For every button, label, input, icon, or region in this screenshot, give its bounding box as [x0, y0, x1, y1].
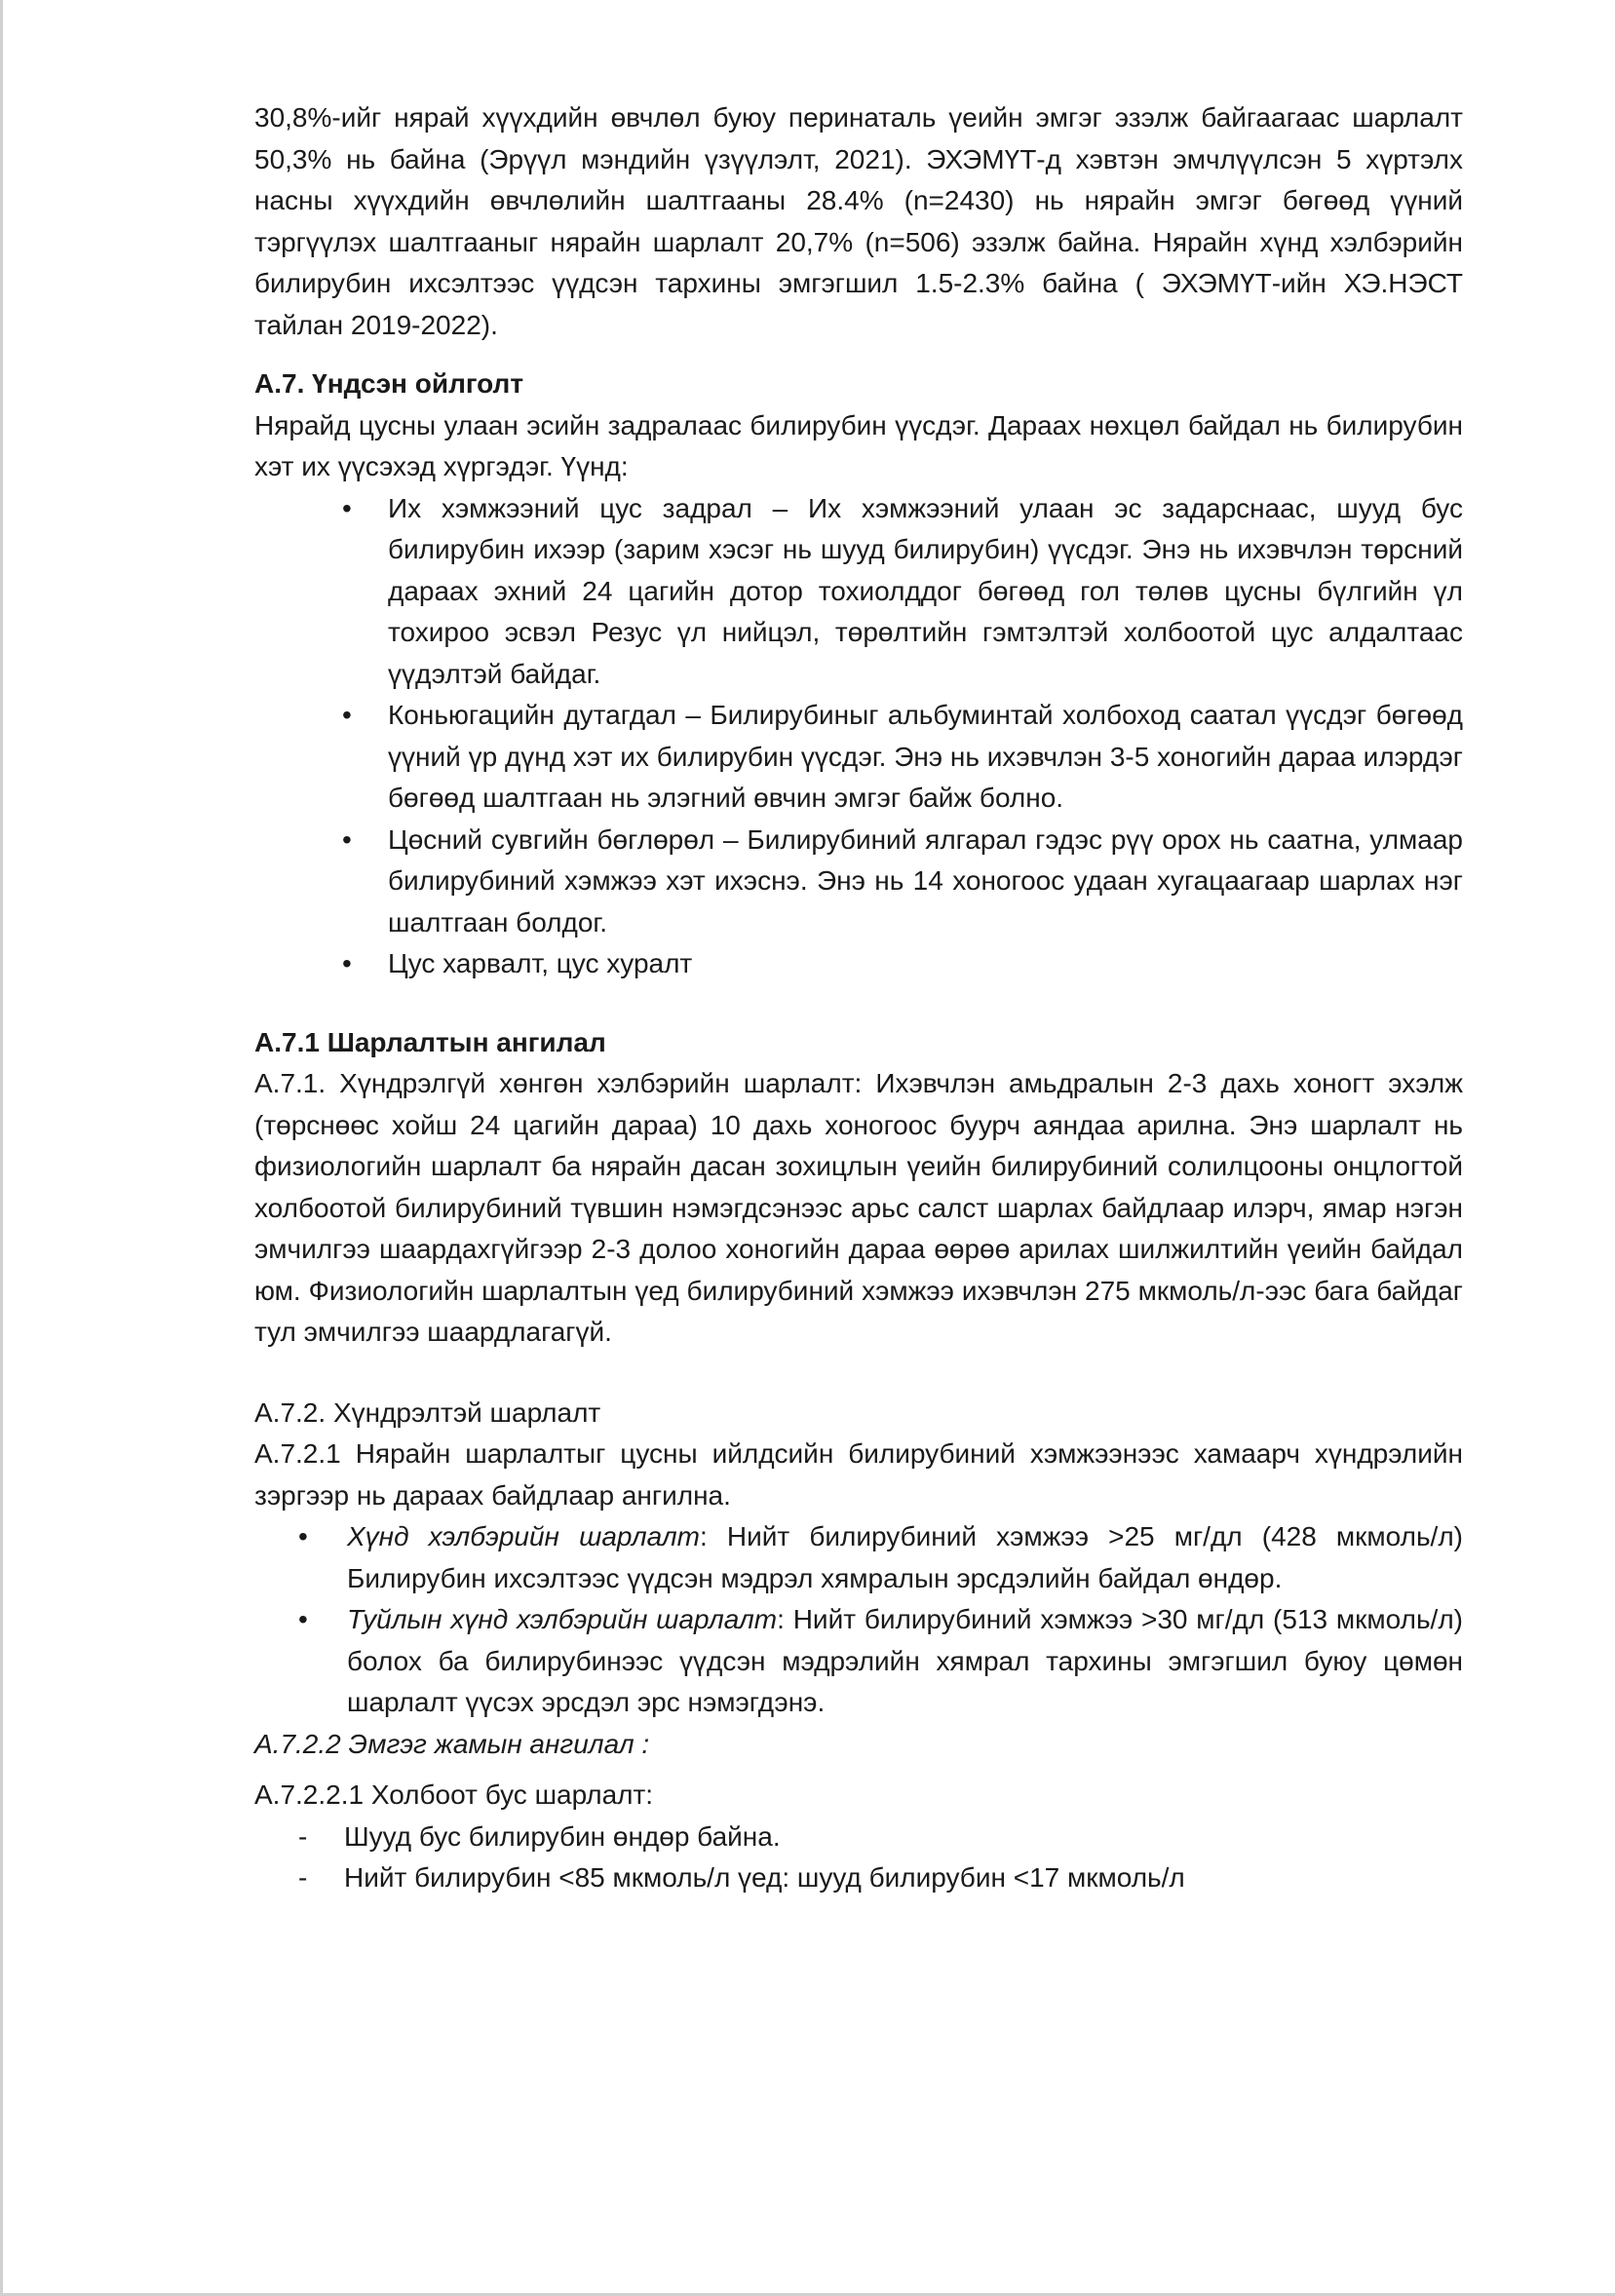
- section-a71-text: А.7.1. Хүндрэлгүй хөнгөн хэлбэрийн шарлалт: Ихэвчлэн амьдралын 2-3 дахь хоногт эхэлж (төрснөөс хойш 24 цагийн дараа) 10 дахь хоногоос буурч аяндаа арилна. Энэ шарлалт нь физиологийн шарлалт ба нярайн дасан зохицлын үеийн билирубиний солилцооны онцлогтой холбоотой билирубиний түвшин нэмэгдсэнээс арьс салст шарлах байдлаар илэрч, ямар нэгэн эмчилгээ шаардахгүйгээр 2-3 долоо хоногийн дараа өөрөө арилах шилжилтийн үеийн байдал юм. Физиологийн шарлалтын үед билирубиний хэмжээ ихэвчлэн 275 мкмоль/л-ээс бага байдаг тул эмчилгээ шаардлагагүй.: [254, 1068, 1463, 1347]
- list-item-text: Цөсний сувгийн бөглөрөл – Билирубиний ялгарал гэдэс рүү орох нь саатна, улмаар билирубиний хэмжээ хэт ихэснэ. Энэ нь 14 хоногоос удаан хугацаагаар шарлах нэг шалтгаан болдог.: [388, 823, 1463, 938]
- section-a72-text: А.7.2.1 Нярайн шарлалтыг цусны ийлдсийн билирубиний хэмжээнээс хамаарч хүндрэлийн зэргээр нь дараах байдлаар ангилна.: [254, 1438, 1463, 1511]
- list-item-text: Цус харвалт, цус хуралт: [388, 948, 693, 978]
- list-item: [254, 820, 1463, 944]
- list-item-term: Хүнд хэлбэрийн шарлалт: [347, 1521, 701, 1551]
- list-item: [254, 943, 1463, 985]
- list-item: [254, 1857, 1463, 1899]
- bullet-icon: •: [298, 1604, 308, 1634]
- section-a7221-dash-list: [254, 1817, 1463, 1899]
- list-item: [254, 1817, 1463, 1858]
- section-a7-text: Нярайд цусны улаан эсийн задралаас билирубин үүсдэг. Дараах нөхцөл байдал нь билирубин хэт их үүсэхэд хүргэдэг. Үүнд:: [254, 409, 1463, 481]
- list-item-text: Коньюгацийн дутагдал – Билирубиныг альбуминтай холбоход саатал үүсдэг бөгөөд үүний үр дүнд хэт их билирубин үүсдэг. Энэ нь ихэвчлэн 3-5 хоногийн дараа илэрдэг бөгөөд шалтгаан нь элэгний өвчин эмгэг байж болно.: [388, 700, 1463, 813]
- list-item-text: : Нийт билирубиний хэмжээ >30 мг/дл (513 мкмоль/л) болох ба билирубинээс үүдсэн мэдрэлийн хямрал тархины эмгэгшил буюу цөмөн шарлалт үүсэх эрсдэл эрс нэмэгдэнэ.: [347, 1604, 1463, 1717]
- intro-paragraph: 30,8%-ийг нярай хүүхдийн өвчлөл буюу перинаталь үеийн эмгэг эзэлж байгаагаас шарлалт 50,3% нь байна (Эрүүл мэндийн үзүүлэлт, 2021). ЭХЭМҮТ-д хэвтэн эмчлүүлсэн 5 хүртэлх насны хүүхдийн өвчлөлийн шалтгааны 28.4% (n=2430) нь нярайн эмгэг бөгөөд үүний тэргүүлэх шалтгааныг нярайн шарлалт 20,7% (n=506) эзэлж байна. Нярайн хүнд хэлбэрийн билирубин ихсэлтээс үүдсэн тархины эмгэгшил 1.5-2.3% байна ( ЭХЭМҮТ-ийн ХЭ.НЭСТ тайлан 2019-2022).: [254, 102, 1463, 340]
- document-body: [254, 97, 1463, 1899]
- list-item-text: : Нийт билирубиний хэмжээ >25 мг/дл (428 мкмоль/л) Билирубин ихсэлтээс үүдсэн мэдрэл хямралын эрсдэлийн байдал өндөр.: [347, 1521, 1463, 1593]
- bullet-icon: •: [342, 700, 352, 730]
- dash-icon: -: [298, 1862, 308, 1893]
- list-item-text: Шууд бус билирубин өндөр байна.: [344, 1820, 781, 1852]
- section-a71-heading: А.7.1 Шарлалтын ангилал: [254, 1026, 606, 1057]
- list-item: [254, 488, 1463, 696]
- bullet-icon: •: [342, 492, 352, 523]
- section-a7-heading: А.7. Үндсэн ойлголт: [254, 368, 524, 399]
- list-item: [254, 1516, 1463, 1599]
- section-a7221-heading: А.7.2.2.1 Холбоот бус шарлалт:: [254, 1779, 654, 1810]
- section-a72-heading: А.7.2. Хүндрэлтэй шарлалт: [254, 1397, 601, 1428]
- list-item-term: Туйлын хүнд хэлбэрийн шарлалт: [347, 1604, 778, 1634]
- dash-icon: -: [298, 1820, 308, 1852]
- list-item: [254, 1599, 1463, 1724]
- bullet-icon: •: [342, 823, 352, 855]
- section-a72-bullet-list: [254, 1516, 1463, 1724]
- list-item: [254, 695, 1463, 820]
- list-item-text: Их хэмжээний цус задрал – Их хэмжээний улаан эс задарснаас, шууд бус билирубин ихээр (зарим хэсэг нь шууд билирубин) үүсдэг. Энэ нь ихэвчлэн төрсний дараах эхний 24 цагийн дотор тохиолддог бөгөөд гол төлөв цусны бүлгийн үл тохироо эсвэл Резус үл нийцэл, төрөлтийн гэмтэлтэй холбоотой цус алдалтаас үүдэлтэй байдаг.: [388, 492, 1463, 689]
- section-a7-bullet-list: [254, 488, 1463, 985]
- bullet-icon: •: [342, 948, 352, 978]
- bullet-icon: •: [298, 1521, 308, 1551]
- list-item-text: Нийт билирубин <85 мкмоль/л үед: шууд билирубин <17 мкмоль/л: [344, 1862, 1185, 1893]
- section-a722-heading: А.7.2.2 Эмгэг жамын ангилал :: [254, 1728, 650, 1759]
